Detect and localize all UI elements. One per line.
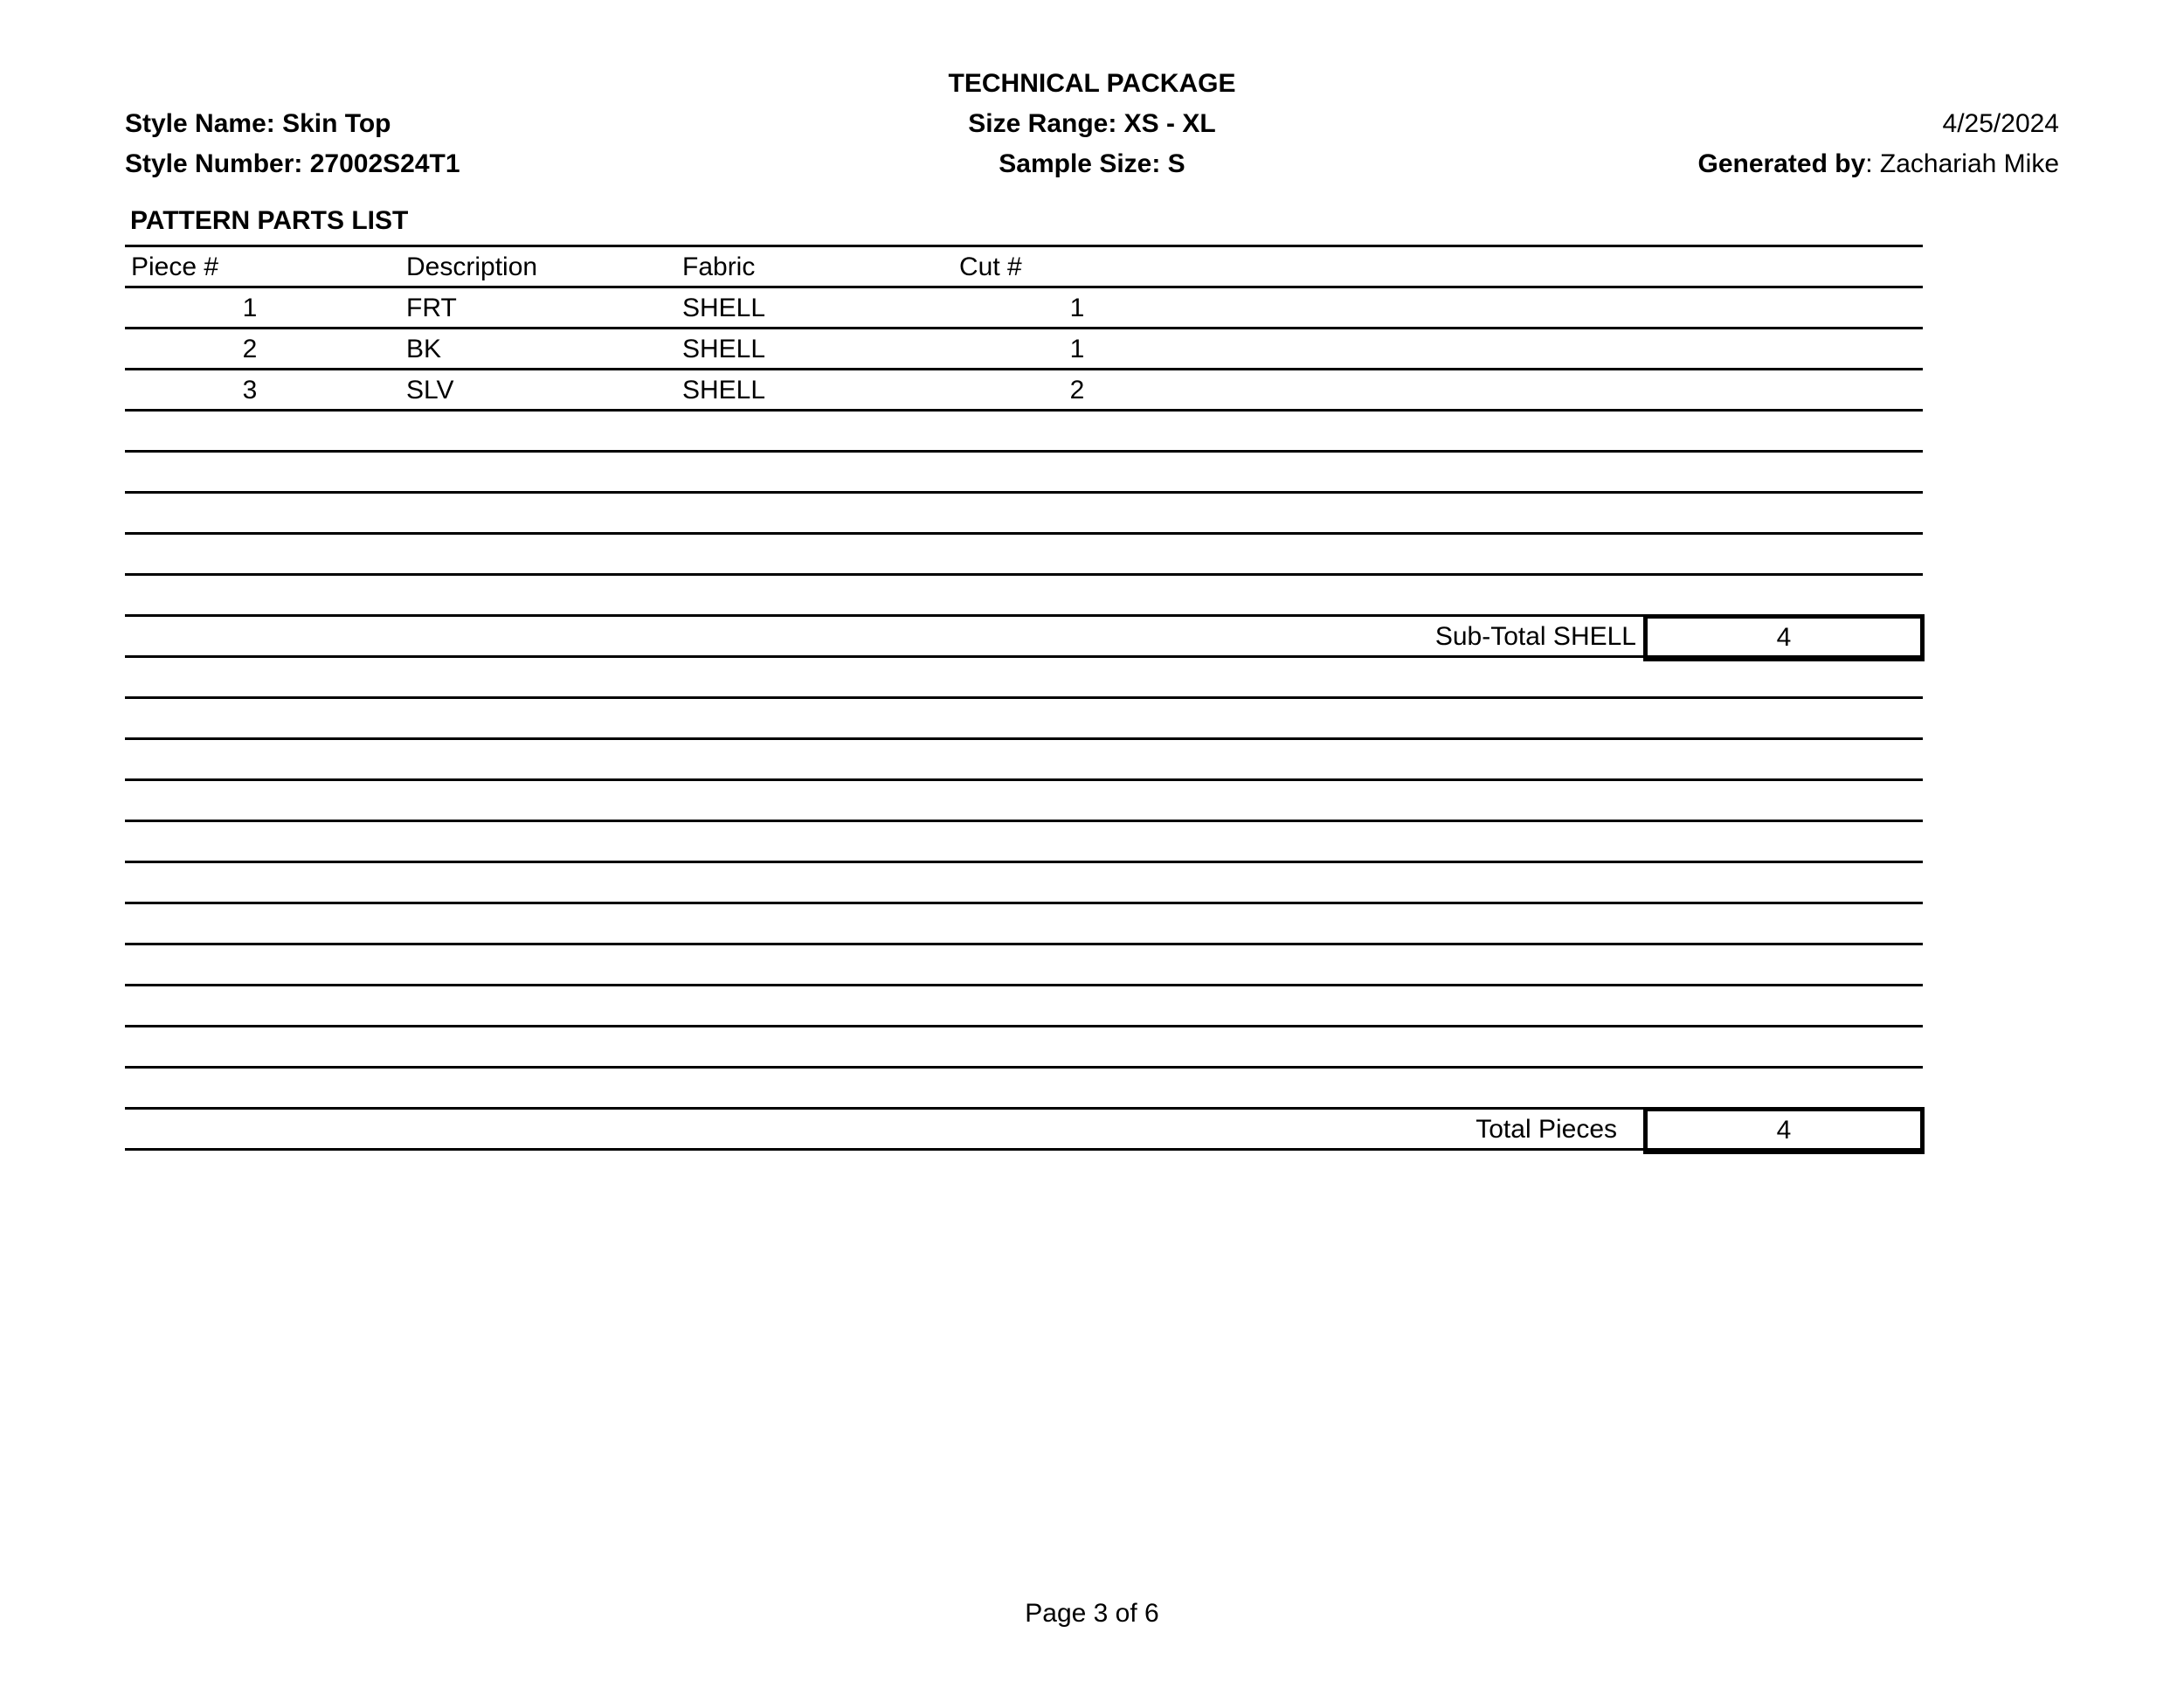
empty-row (125, 945, 1923, 986)
empty-row (125, 658, 1923, 699)
empty-row (125, 1069, 1923, 1110)
piece-description: BK (406, 335, 442, 363)
section-title: PATTERN PARTS LIST (130, 206, 409, 235)
piece-number: 1 (242, 294, 258, 322)
column-header-description: Description (406, 253, 538, 281)
generated-by (1698, 147, 2059, 182)
piece-description: FRT (406, 294, 457, 322)
piece-description: SLV (406, 376, 454, 405)
piece-cut: 1 (1069, 335, 1085, 363)
empty-row (125, 494, 1923, 535)
table-row (125, 329, 1923, 370)
page-number: Page 3 of 6 (1025, 1599, 1159, 1628)
size-range: Size Range: XS - XL (968, 109, 1216, 138)
empty-row (125, 412, 1923, 453)
empty-row (125, 453, 1923, 494)
table-row (125, 288, 1923, 329)
piece-cut: 1 (1069, 294, 1085, 322)
total-pieces-label: Total Pieces (1476, 1115, 1617, 1144)
generated-by-label: Generated by (1697, 149, 1866, 178)
table-header-row (125, 247, 1923, 288)
empty-row (125, 781, 1923, 822)
table-row (125, 370, 1923, 412)
sample-size: Sample Size: S (999, 149, 1185, 178)
style-name: Style Name: Skin Top (125, 109, 391, 138)
style-number: Style Number: 27002S24T1 (125, 149, 460, 178)
piece-number: 2 (242, 335, 258, 363)
piece-cut: 2 (1069, 376, 1085, 405)
subtotal-row (125, 617, 1923, 658)
empty-row (125, 535, 1923, 576)
column-header-fabric: Fabric (682, 253, 756, 281)
document-date: 4/25/2024 (1942, 109, 2059, 138)
empty-row (125, 986, 1923, 1027)
document-title: TECHNICAL PACKAGE (948, 69, 1236, 98)
piece-fabric: SHELL (682, 335, 766, 363)
piece-number: 3 (242, 376, 258, 405)
empty-row (125, 904, 1923, 945)
total-row (125, 1110, 1923, 1151)
subtotal-value: 4 (1643, 614, 1925, 661)
subtotal-label: Sub-Total SHELL (1434, 622, 1636, 651)
empty-row (125, 863, 1923, 904)
empty-row (125, 740, 1923, 781)
generated-by-value: : Zachariah Mike (1865, 149, 2059, 178)
piece-fabric: SHELL (682, 376, 766, 405)
piece-fabric: SHELL (682, 294, 766, 322)
empty-row (125, 822, 1923, 863)
empty-row (125, 1027, 1923, 1069)
column-header-piece: Piece # (131, 253, 219, 281)
total-pieces-value: 4 (1643, 1107, 1925, 1154)
column-header-cut: Cut # (959, 253, 1022, 281)
empty-row (125, 699, 1923, 740)
empty-row (125, 576, 1923, 617)
pattern-parts-table (125, 242, 1923, 1151)
